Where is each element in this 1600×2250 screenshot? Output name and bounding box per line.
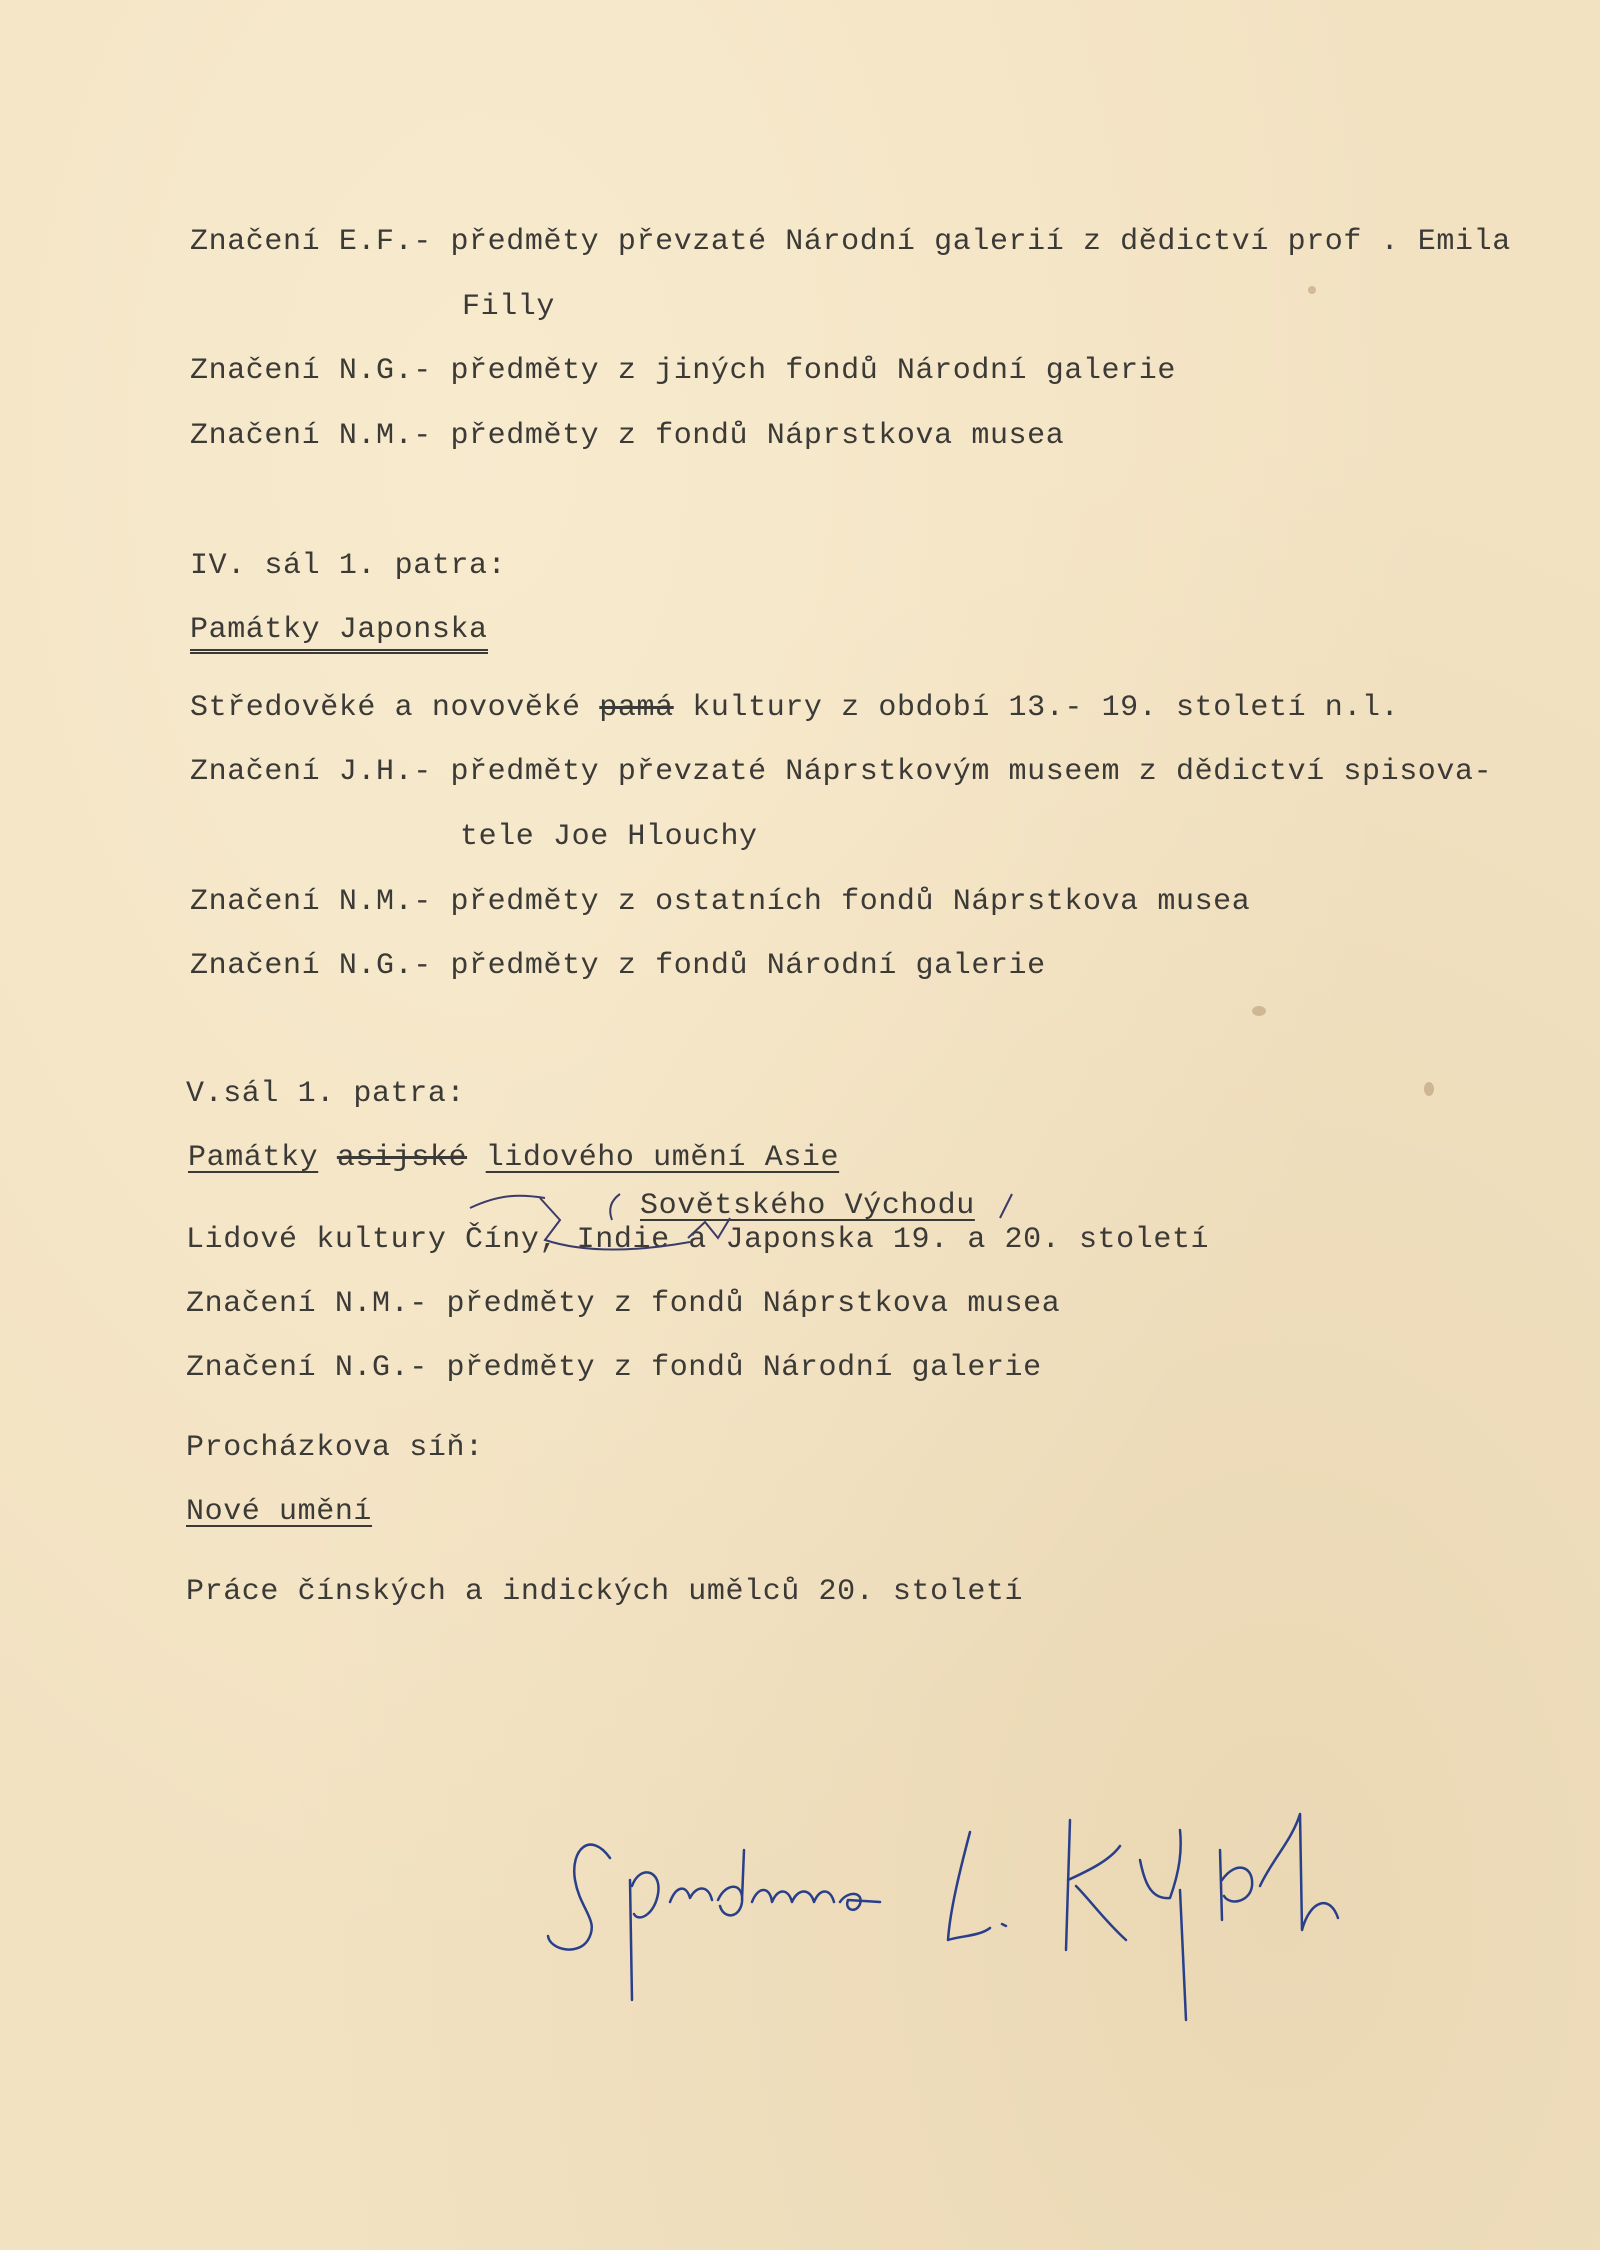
ng3-line: [186, 1350, 1042, 1386]
jh-text: předměty převzaté Náprstkovým museem z dědictví spisova-: [450, 755, 1493, 789]
nm3-line: [186, 1286, 1060, 1322]
section3-heading: V.sál 1. patra:: [186, 1077, 466, 1111]
jh-line-cont: tele Joe Hlouchy: [460, 820, 758, 854]
section2-title: Památky Japonska: [190, 613, 488, 654]
ng3-text: předměty z fondů Národní galerie: [446, 1351, 1042, 1385]
signature-text: S pozdravem L. Hájek: [530, 2040, 543, 2041]
nm2-label: Značení N.M.-: [190, 885, 432, 919]
paper-speck: [1252, 1006, 1266, 1016]
ef-label: Značení E.F.-: [190, 225, 432, 259]
paper-speck: [1424, 1082, 1434, 1096]
ng3-label: Značení N.G.-: [186, 1351, 428, 1385]
nm2-line: [190, 884, 1250, 920]
ef-line-cont: Filly: [462, 290, 556, 324]
section2-title-line: [190, 612, 488, 648]
ng2-label: Značení N.G.-: [190, 949, 432, 983]
section3-title-line: [188, 1140, 839, 1176]
paper-speck: [1308, 286, 1316, 294]
section2-heading: IV. sál 1. patra:: [190, 549, 507, 583]
ng-label: Značení N.G.-: [190, 354, 432, 388]
nm-text: předměty z fondů Náprstkova musea: [450, 419, 1065, 453]
section3-desc: Lidové kultury Číny, Indie a Japonska 19. a 20. století: [186, 1223, 1210, 1257]
nm-line: [190, 418, 1064, 454]
ng-line: [190, 353, 1176, 389]
ng2-line: [190, 948, 1046, 984]
section3-title-b: lidového umění Asie: [485, 1141, 840, 1175]
nm3-label: Značení N.M.-: [186, 1287, 428, 1321]
ef-text: předměty převzaté Národní galerií z dědictví prof . Emila: [450, 225, 1511, 259]
jh-label: Značení J.H.-: [190, 755, 432, 789]
signature-icon: [530, 1790, 1480, 2050]
section3-title-struck: asijské: [336, 1141, 468, 1175]
section4-desc: Práce čínských a indických umělců 20. století: [186, 1575, 1024, 1609]
section2-desc-b: kultury z období 13.- 19. století n.l.: [692, 691, 1400, 725]
section2-desc-struck: pamá: [599, 691, 674, 725]
ng-text: předměty z jiných fondů Národní galerie: [450, 354, 1176, 388]
section4-title: Nové umění: [186, 1495, 373, 1529]
nm2-text: předměty z ostatních fondů Náprstkova musea: [450, 885, 1251, 919]
section4-heading: Procházkova síň:: [186, 1431, 484, 1465]
section2-desc: [190, 690, 1399, 726]
insert-mark-icon: [0, 1180, 1600, 1300]
nm3-text: předměty z fondů Náprstkova musea: [446, 1287, 1061, 1321]
ng2-text: předměty z fondů Národní galerie: [450, 949, 1046, 983]
section3-title-a: Památky: [188, 1141, 319, 1175]
ef-line: [190, 224, 1511, 260]
insert-note-text: Sovětského Východu: [640, 1189, 975, 1223]
jh-line: [190, 754, 1492, 790]
section4-title-line: [186, 1494, 372, 1530]
section2-desc-a: Středověké a novověké: [190, 691, 581, 725]
nm-label: Značení N.M.-: [190, 419, 432, 453]
